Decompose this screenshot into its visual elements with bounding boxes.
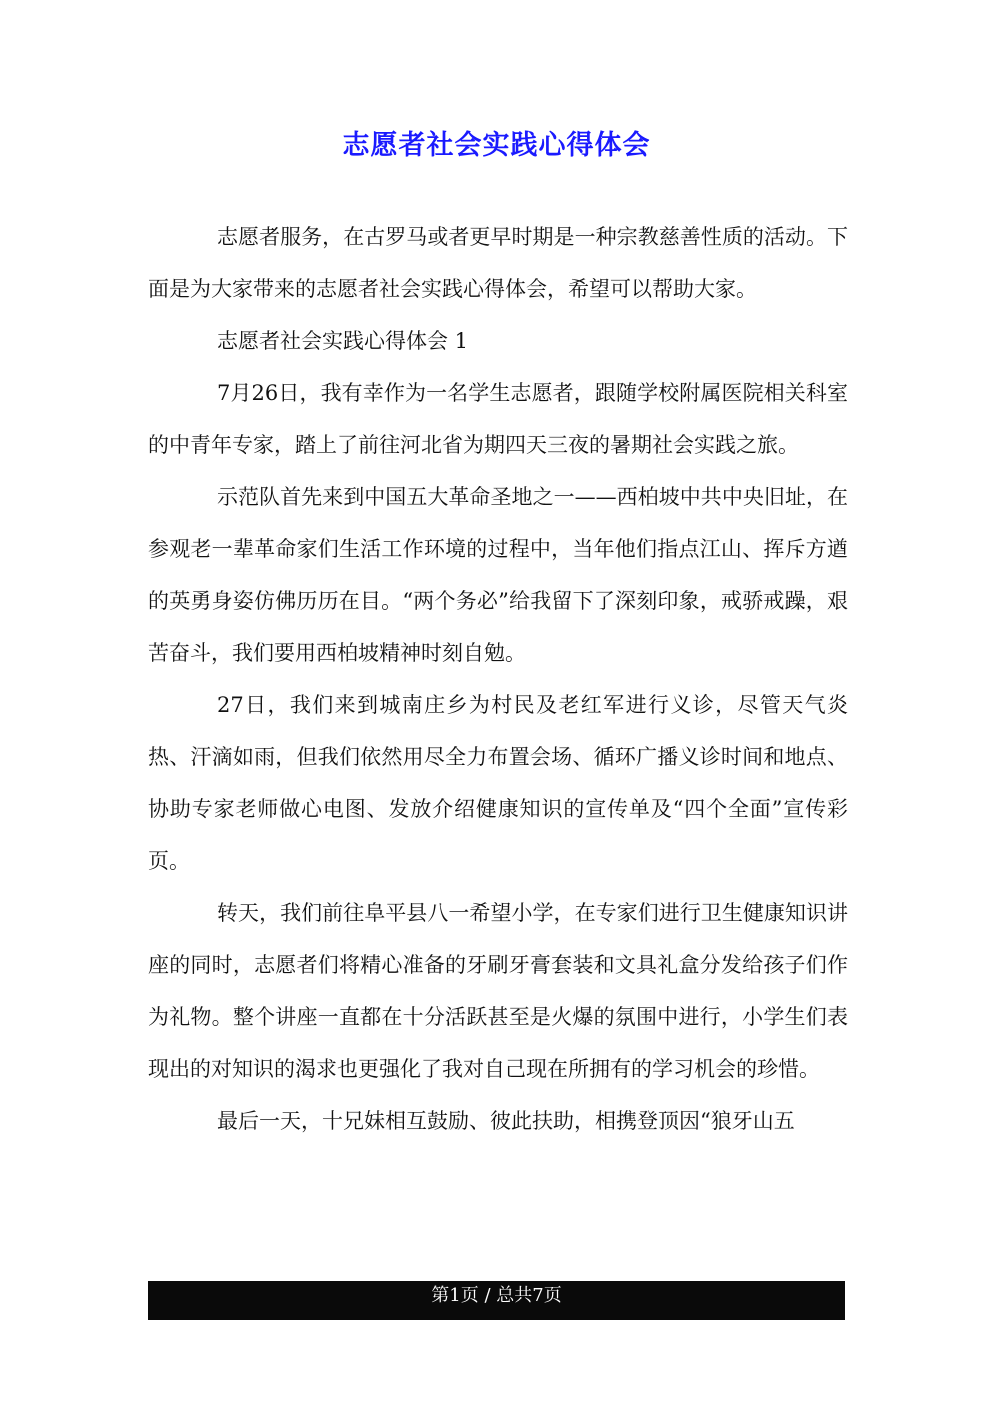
paragraph: 转天，我们前往阜平县八一希望小学，在专家们进行卫生健康知识讲座的同时，志愿者们将精心准备的牙刷牙膏套装和文具礼盒分发给孩子们作为礼物。整个讲座一直都在十分活跃甚至是火爆的氛围中进行，小学生们表现出的对知识的渴求也更强化了我对自己现在所拥有的学习机会的珍惜。 <box>148 901 848 1081</box>
document-title: 志愿者社会实践心得体会 <box>342 130 651 161</box>
page-indicator: 第1页 / 总共7页 <box>431 1285 562 1306</box>
paragraph-intro: 志愿者服务，在古罗马或者更早时期是一种宗教慈善性质的活动。下面是为大家带来的志愿者社会实践心得体会，希望可以帮助大家。 <box>148 225 848 301</box>
page-footer <box>148 1281 845 1320</box>
paragraph: 示范队首先来到中国五大革命圣地之一——西柏坡中共中央旧址，在参观老一辈革命家们生活工作环境的过程中，当年他们指点江山、挥斥方遒的英勇身姿仿佛历历在目。“两个务必”给我留下了深刻印象，戒骄戒躁，艰苦奋斗，我们要用西柏坡精神时刻自勉。 <box>148 485 848 665</box>
section-heading: 志愿者社会实践心得体会 1 <box>217 329 469 353</box>
paragraph: 7月26日，我有幸作为一名学生志愿者，跟随学校附属医院相关科室的中青年专家，踏上了前往河北省为期四天三夜的暑期社会实践之旅。 <box>148 381 848 457</box>
paragraph: 最后一天，十兄妹相互鼓励、彼此扶助，相携登顶因“狼牙山五 <box>217 1109 795 1133</box>
document-body <box>148 211 848 1147</box>
paragraph: 27日，我们来到城南庄乡为村民及老红军进行义诊，尽管天气炎热、汗滴如雨，但我们依然用尽全力布置会场、循环广播义诊时间和地点、协助专家老师做心电图、发放介绍健康知识的宣传单及“四个全面”宣传彩页。 <box>148 693 848 873</box>
